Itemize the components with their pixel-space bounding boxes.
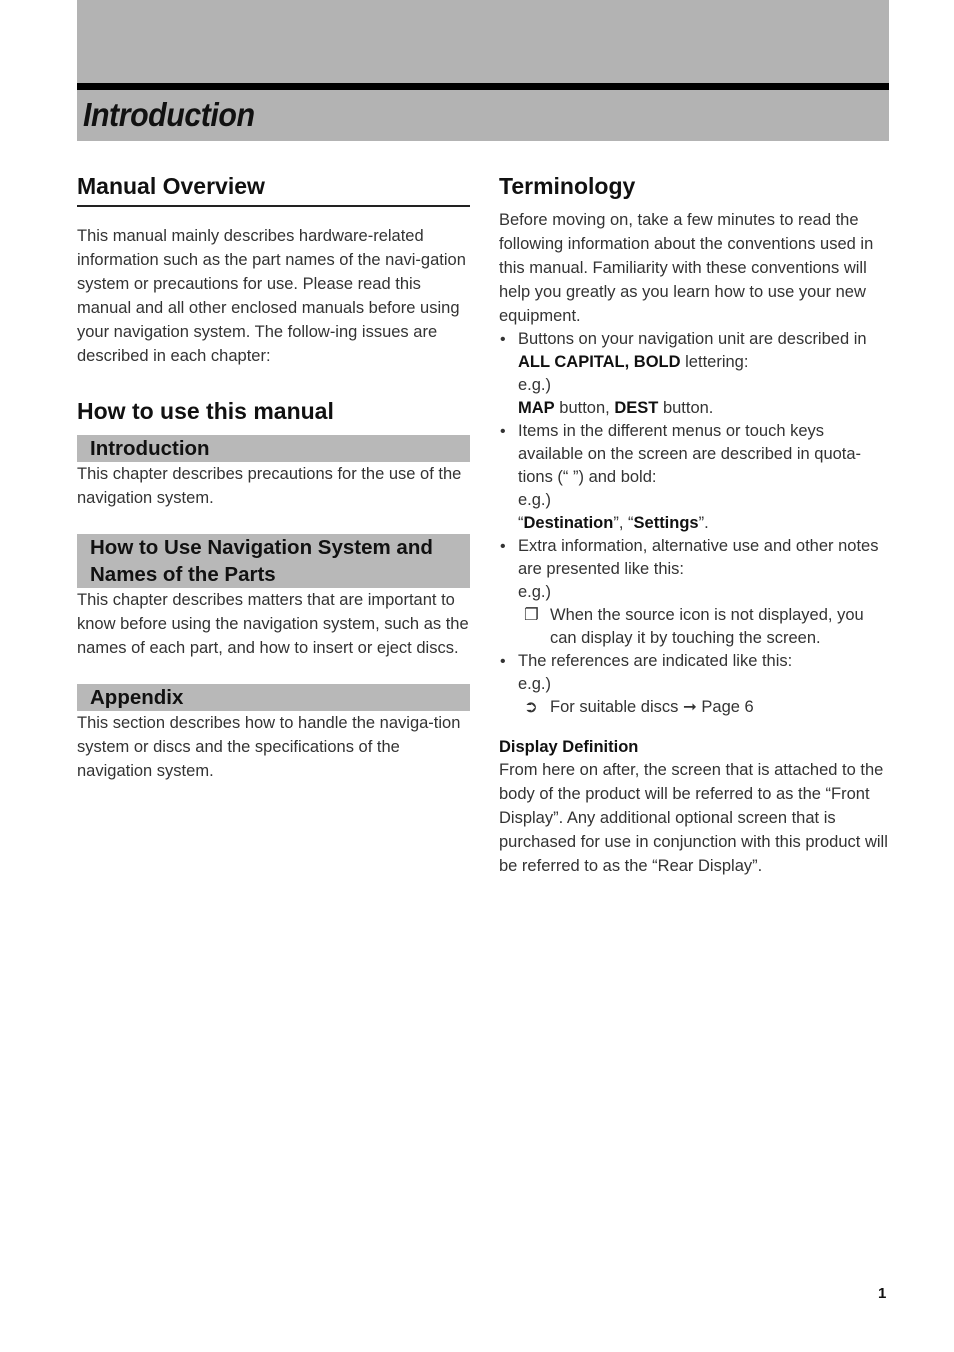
example-label: e.g.) [518, 376, 552, 394]
reference-line: ➲ For suitable discs ➞ Page 6 [518, 696, 889, 719]
manual-overview-heading: Manual Overview [77, 173, 470, 207]
chapter-bar-introduction: Introduction [77, 435, 470, 462]
bullet-icon: • [500, 653, 506, 670]
chapter-title: Introduction [83, 96, 255, 133]
terminology-intro: Before moving on, take a few minutes to read the following information about the conventions used in this manual. Familiarity with these conventions will help you greatly as you learn how to use your new equipment. [499, 211, 874, 325]
chapter-text-introduction: This chapter describes precautions for the use of the navigation system. [77, 465, 462, 507]
example-label: e.g.) [518, 583, 552, 601]
reference-arrow-icon: ➲ [524, 698, 538, 716]
display-definition-text: From here on after, the screen that is attached to the body of the product will be referred to as the “Front Display”. Any additional optional screen that is purchased for use in conjunction with this product will be referred to as the “Rear Display”. [499, 761, 888, 875]
list-item: • Items in the different menus or touch keys available on the screen are described in quota-tions (“ ”) and bold: e.g.) “Destination”, “Settings”. [499, 420, 889, 535]
page-number: 1 [878, 1285, 887, 1302]
bullet-icon: • [500, 538, 506, 555]
left-column [77, 170, 470, 783]
bullet-icon: • [500, 423, 506, 440]
manual-overview-text: This manual mainly describes hardware-related information such as the part names of the navi-gation system or precautions for use. Please read this manual and all other enclosed manuals before using your navigation system. The follow-ing issues are described in each chapter: [77, 227, 466, 365]
conventions-list [499, 328, 889, 719]
chapter-bar-appendix: Appendix [77, 684, 470, 711]
example-line: MAP button, DEST button. [518, 399, 714, 417]
right-arrow-icon: ➞ [682, 698, 697, 716]
chapter-text-appendix: This section describes how to handle the naviga-tion system or discs and the specifications of the navigation system. [77, 714, 461, 780]
chapter-bar-how-to-use: How to Use Navigation System and Names of the Parts [77, 534, 470, 588]
note-box-icon: ❐ [524, 606, 539, 624]
example-label: e.g.) [518, 675, 552, 693]
example-line: “Destination”, “Settings”. [518, 514, 709, 532]
note-line: ❐ When the source icon is not displayed, you can display it by touching the screen. [524, 606, 864, 647]
list-item: • The references are indicated like this: e.g.) ➲ For suitable discs ➞ Page 6 [499, 650, 889, 719]
how-to-use-heading: How to use this manual [77, 398, 334, 424]
right-column [499, 170, 889, 878]
list-item: • Buttons on your navigation unit are described in ALL CAPITAL, BOLD lettering: e.g.) MAP button, DEST button. [499, 328, 889, 420]
chapter-text-how-to-use: This chapter describes matters that are important to know before using the navigation system, such as the names of each part, and how to insert or eject discs. [77, 591, 469, 657]
bullet-icon: • [500, 331, 506, 348]
header-rule [77, 83, 889, 90]
terminology-heading: Terminology [499, 173, 636, 199]
example-label: e.g.) [518, 491, 552, 509]
display-definition-heading: Display Definition [499, 738, 639, 756]
list-item: • Extra information, alternative use and other notes are presented like this: e.g.) ❐ When the source icon is not displayed, you can display it by touching the screen. [499, 535, 889, 650]
